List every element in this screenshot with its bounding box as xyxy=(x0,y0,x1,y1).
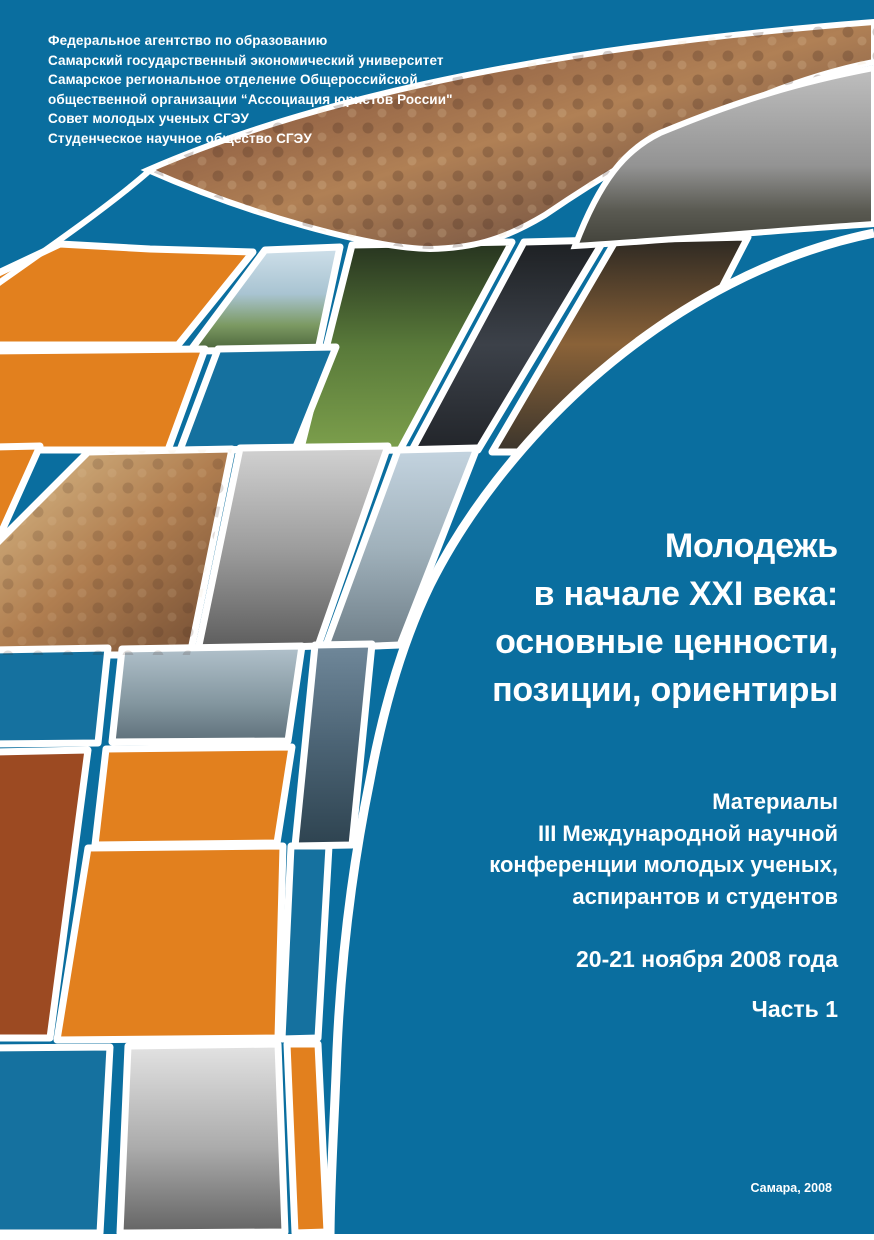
subtitle-line: III Международной научной xyxy=(537,820,838,846)
organizations-block xyxy=(48,31,453,148)
org-line: общественной организации “Ассоциация юристов России" xyxy=(48,91,453,107)
cover-title xyxy=(492,522,838,714)
tile-orange-row3 xyxy=(0,349,205,450)
tile-orange-big xyxy=(57,846,283,1040)
subtitle-line: аспирантов и студентов xyxy=(572,883,838,909)
tile-blue-bottom xyxy=(0,1047,110,1233)
org-line: Самарское региональное отделение Общероссийской xyxy=(48,72,418,87)
title-line: в начале XXI века: xyxy=(533,575,838,613)
org-line: Совет молодых ученых СГЭУ xyxy=(48,111,250,126)
photo-student-with-camera xyxy=(120,1044,285,1233)
bottom-margin xyxy=(0,1234,874,1240)
title-line: позиции, ориентиры xyxy=(492,671,838,709)
tile-blue-row5 xyxy=(0,648,108,744)
conference-date: 20-21 ноября 2008 года xyxy=(575,946,838,972)
subtitle-line: конференции молодых ученых, xyxy=(489,852,838,877)
title-line: основные ценности, xyxy=(495,623,838,661)
cover-subtitle xyxy=(489,786,838,912)
tile-orange-bottom-strip xyxy=(287,1044,327,1233)
tile-blue-strip xyxy=(282,846,329,1039)
photo-rollerbladers xyxy=(112,646,302,742)
imprint: Самара, 2008 xyxy=(750,1181,832,1195)
volume-part: Часть 1 xyxy=(751,996,838,1022)
org-line: Студенческое научное общество СГЭУ xyxy=(48,130,312,146)
subtitle-line: Материалы xyxy=(712,789,838,814)
org-line: Самарский государственный экономический университет xyxy=(48,52,444,68)
tile-orange-row6 xyxy=(95,747,292,845)
title-line: Молодежь xyxy=(664,527,838,565)
org-line: Федеральное агентство по образованию xyxy=(48,33,328,48)
